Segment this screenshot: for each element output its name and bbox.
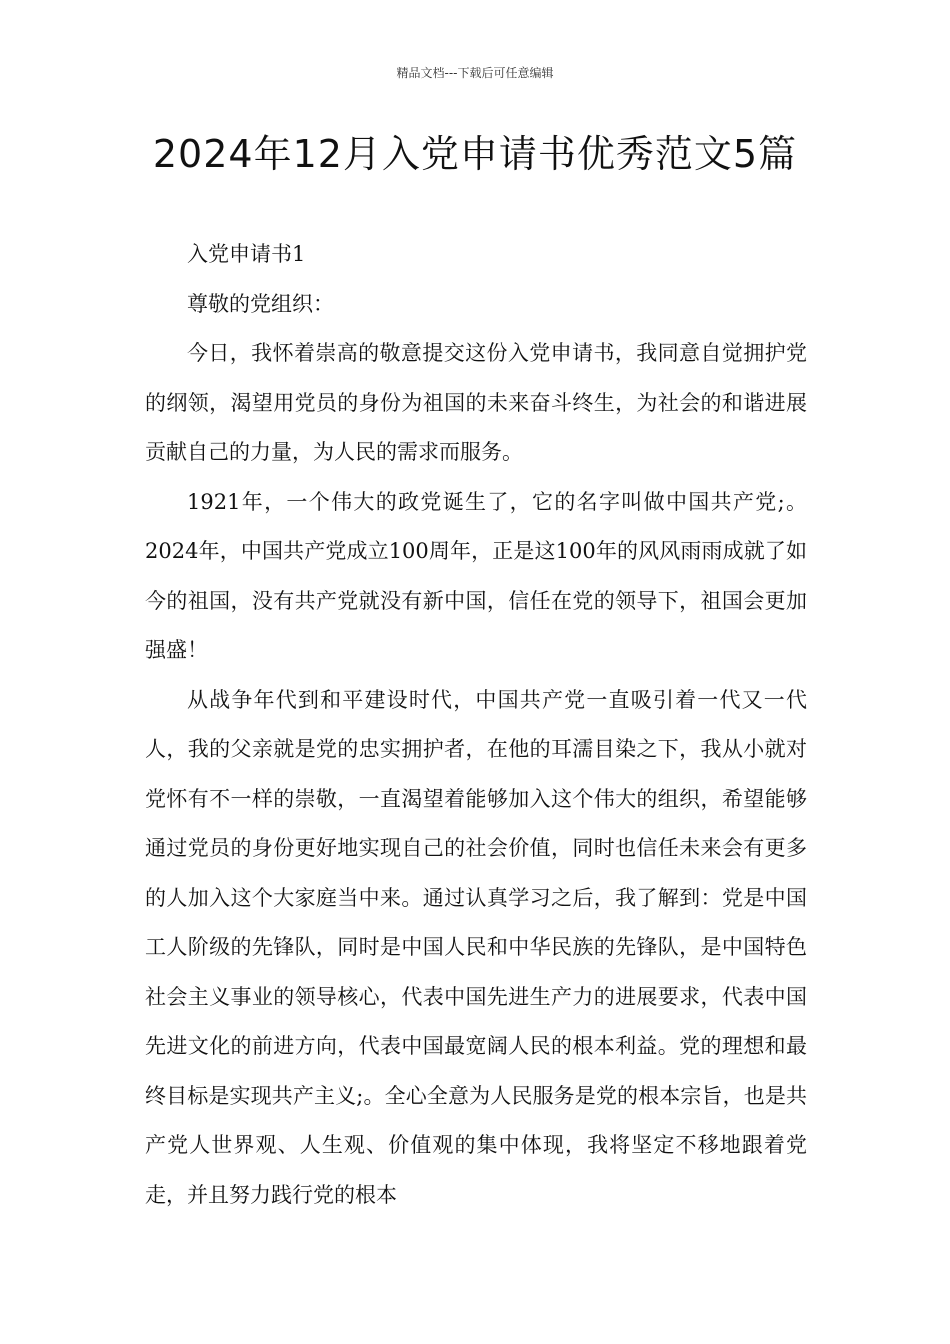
paragraph-2: 1921年，一个伟大的政党诞生了，它的名字叫做中国共产党;。2024年，中国共产党成立100周年，正是这100年的风风雨雨成就了如今的祖国，没有共产党就没有新中国，信任在党的领导下，祖国会更加强盛！ (145, 489, 807, 662)
header-note: 精品文档---下载后可任意编辑 (396, 66, 554, 80)
paragraph-1: 今日，我怀着崇高的敬意提交这份入党申请书，我同意自觉拥护党的纲领，渴望用党员的身份为祖国的未来奋斗终生，为社会的和谐进展贡献自己的力量，为人民的需求而服务。 (145, 341, 807, 464)
document-body (145, 230, 807, 1220)
document-title: 2024年12月入党申请书优秀范文5篇 (152, 132, 798, 176)
section-heading: 入党申请书1 (187, 242, 306, 266)
paragraph-3: 从战争年代到和平建设时代，中国共产党一直吸引着一代又一代人，我的父亲就是党的忠实拥护者，在他的耳濡目染之下，我从小就对党怀有不一样的崇敬，一直渴望着能够加入这个伟大的组织，希望能够通过党员的身份更好地实现自己的社会价值，同时也信任未来会有更多的人加入这个大家庭当中来。通过认真学习之后，我了解到：党是中国工人阶级的先锋队，同时是中国人民和中华民族的先锋队，是中国特色社会主义事业的领导核心，代表中国先进生产力的进展要求，代表中国先进文化的前进方向，代表中国最宽阔人民的根本利益。党的理想和最终目标是实现共产主义;。全心全意为人民服务是党的根本宗旨，也是共产党人世界观、人生观、价值观的集中体现，我将坚定不移地跟着党走，并且努力践行党的根本 (145, 687, 807, 1207)
salutation: 尊敬的党组织： (187, 291, 334, 316)
